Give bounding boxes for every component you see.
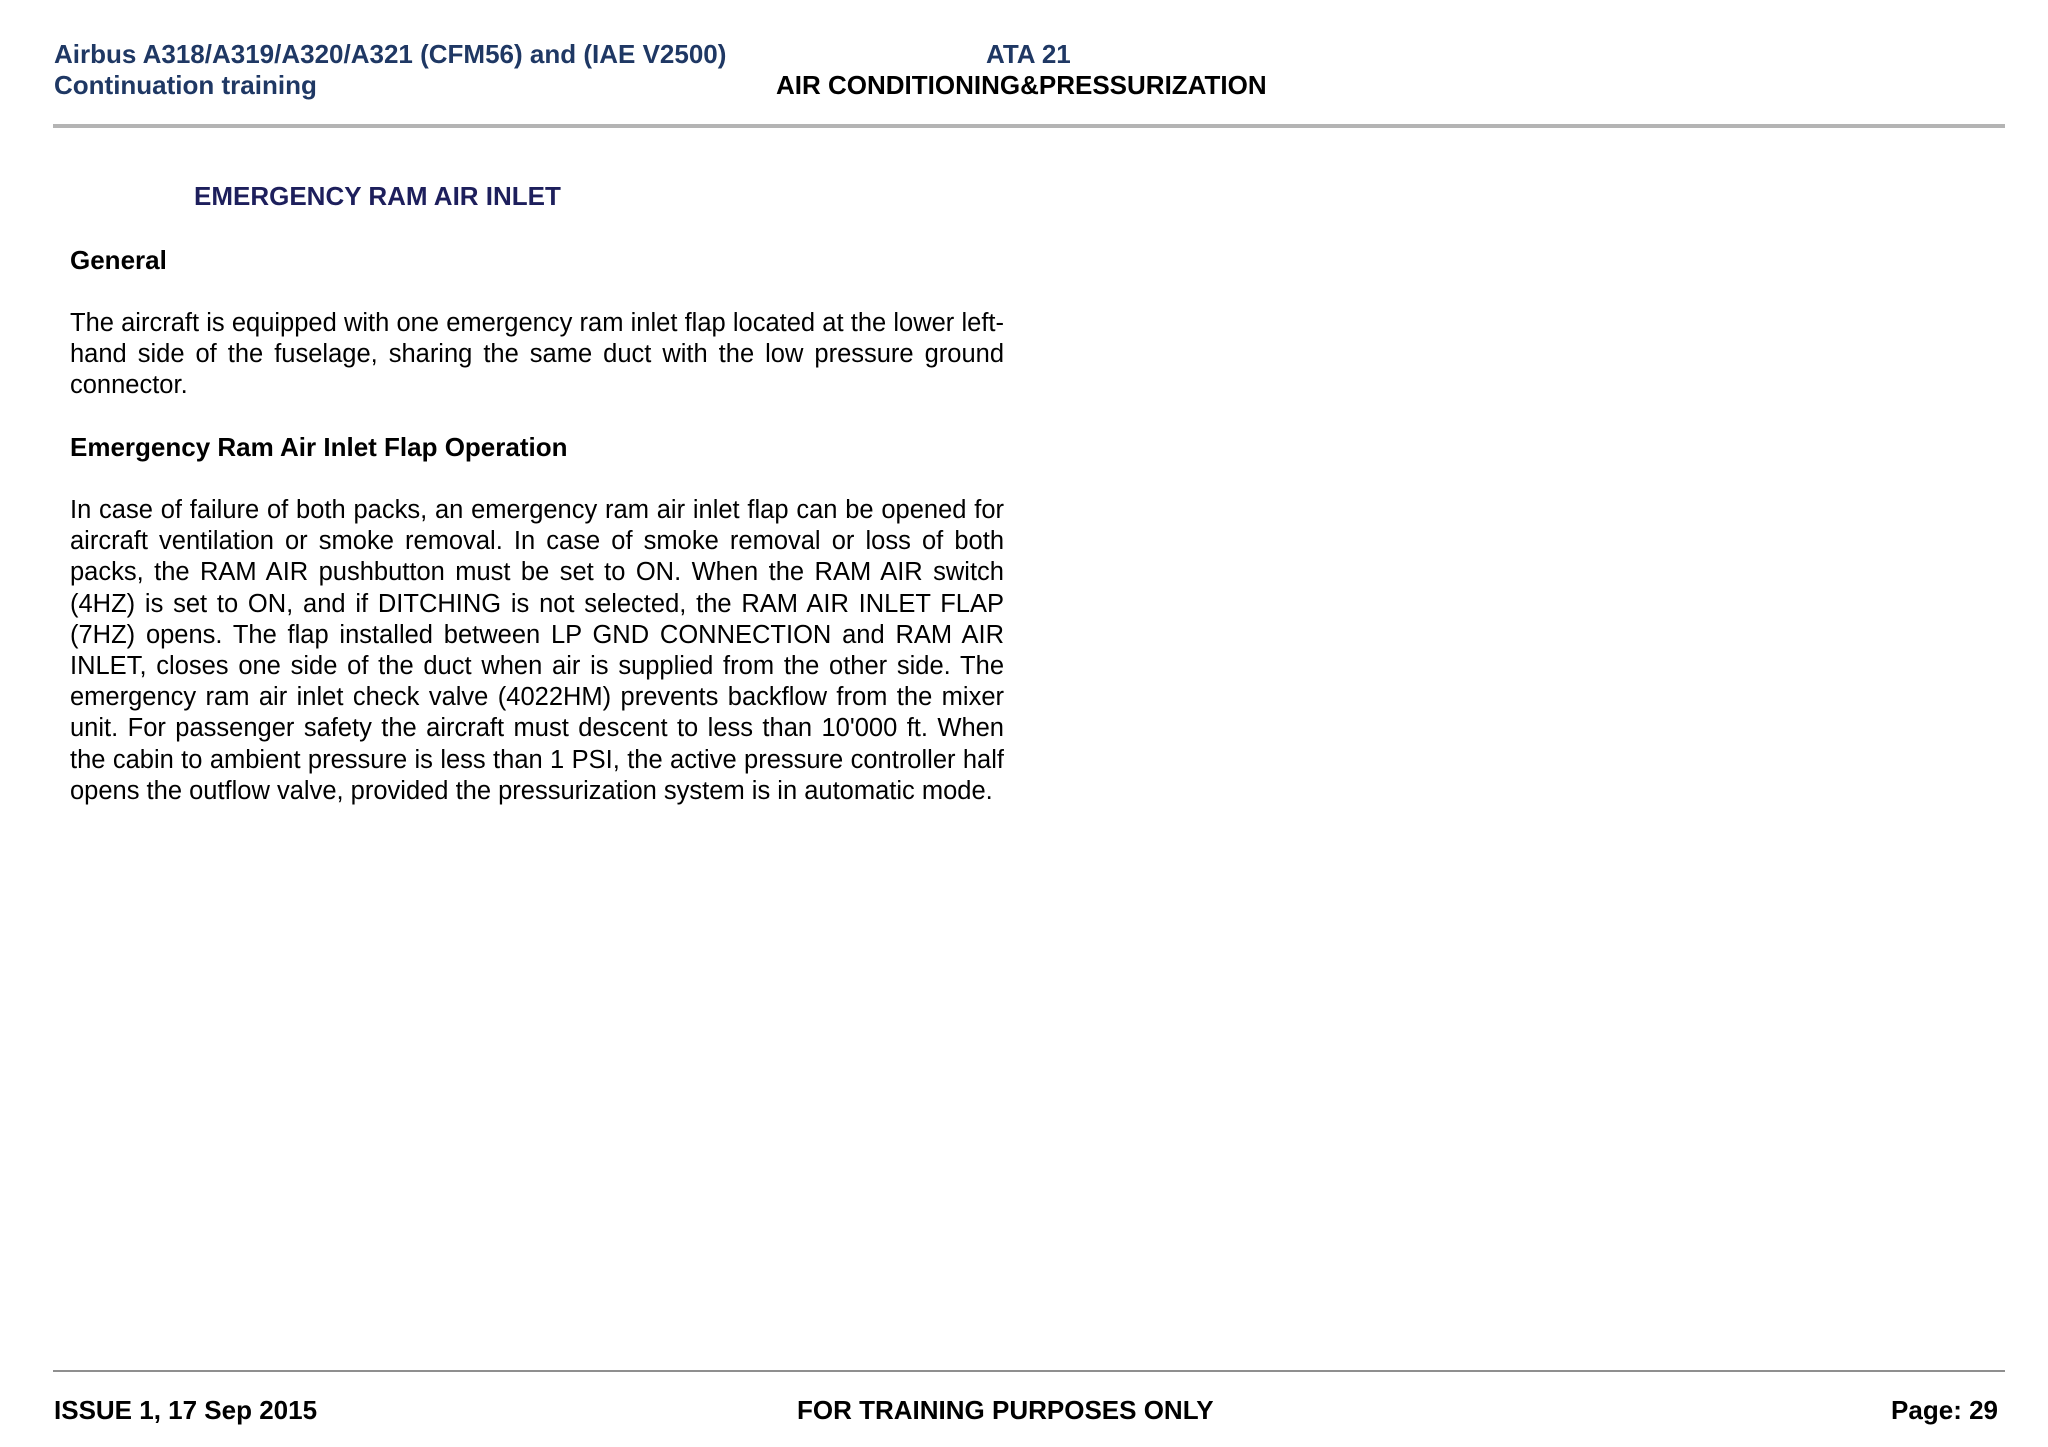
- general-paragraph: The aircraft is equipped with one emergency ram inlet flap located at the lower left-hand side of the fuselage, sharing the same duct with the low pressure ground connector.: [70, 309, 1004, 400]
- header-ata: ATA 21: [986, 39, 1071, 69]
- header-course: Continuation training: [54, 70, 317, 100]
- operation-heading: Emergency Ram Air Inlet Flap Operation: [70, 432, 568, 462]
- section-title: EMERGENCY RAM AIR INLET: [194, 181, 561, 211]
- footer-page-number: Page: 29: [1891, 1395, 1998, 1425]
- general-heading: General: [70, 245, 167, 275]
- footer-divider: [53, 1370, 2005, 1372]
- header-divider: [53, 124, 2005, 128]
- footer-notice: FOR TRAINING PURPOSES ONLY: [797, 1395, 1214, 1425]
- operation-paragraph: In case of failure of both packs, an emergency ram air inlet flap can be opened for aircraft ventilation or smoke removal. In case of smoke removal or loss of both packs, the RAM AIR pushbutton must be set to ON. When the RAM AIR switch (4HZ) is set to ON, and if DITCHING is not selected, the RAM AIR INLET FLAP (7HZ) opens. The flap installed between LP GND CONNECTION and RAM AIR INLET, closes one side of the duct when air is supplied from the other side. The emergency ram air inlet check valve (4022HM) prevents backflow from the mixer unit. For passenger safety the aircraft must descent to less than 10'000 ft. When the cabin to ambient pressure is less than 1 PSI, the active pressure controller half opens the outflow valve, provided the pressurization system is in automatic mode.: [70, 496, 1004, 805]
- header-chapter: AIR CONDITIONING&PRESSURIZATION: [776, 70, 1267, 100]
- header-aircraft: Airbus A318/A319/A320/A321 (CFM56) and (IAE V2500): [54, 39, 727, 69]
- footer-issue: ISSUE 1, 17 Sep 2015: [54, 1395, 318, 1425]
